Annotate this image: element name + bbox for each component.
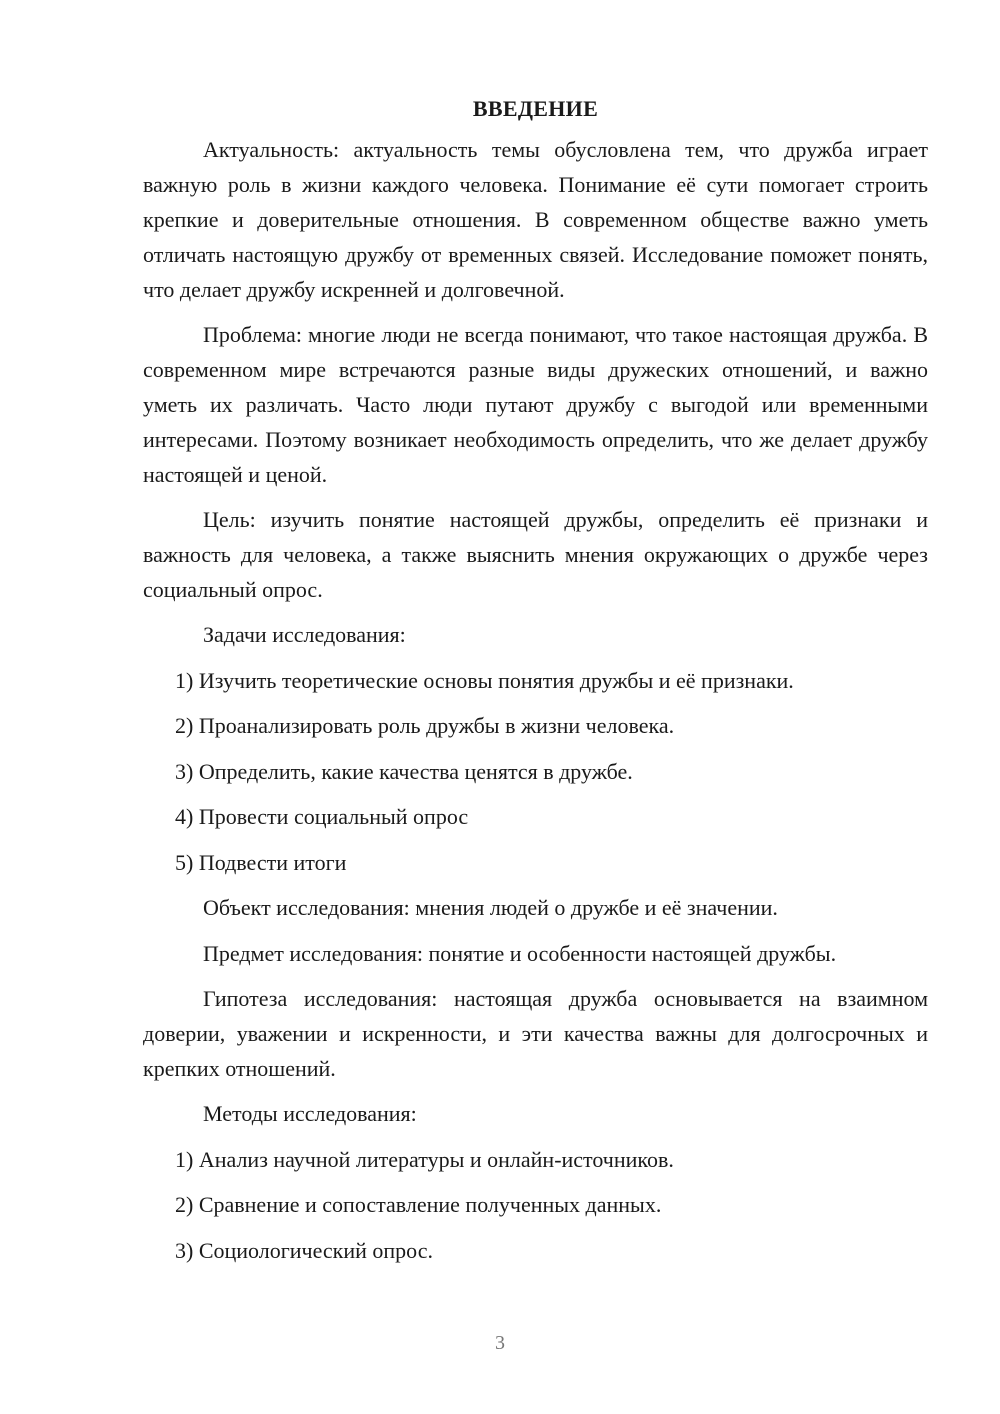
hypothesis-paragraph: Гипотеза исследования: настоящая дружба основывается на взаимном доверии, уважении и искренности, и эти качества важны для долгосрочных и крепких отношений. xyxy=(143,986,928,1081)
goal-paragraph: Цель: изучить понятие настоящей дружбы, определить её признаки и важность для человека, а также выяснить мнения окружающих о дружбе через социальный опрос. xyxy=(143,507,928,602)
method-item-1: 1) Анализ научной литературы и онлайн-источников. xyxy=(175,1146,674,1172)
task-item-2: 2) Проанализировать роль дружбы в жизни человека. xyxy=(175,713,675,738)
relevance-paragraph: Актуальность: актуальность темы обусловлена тем, что дружба играет важную роль в жизни каждого человека. Понимание её сути помогает строить крепкие и доверительные отношения. В современном обществе важно уметь отличать настоящую дружбу от временных связей. Исследование поможет понять, что делает дружбу искренней и долговечной. xyxy=(143,137,928,302)
research-object: Объект исследования: мнения людей о дружбе и её значении. xyxy=(203,895,778,920)
document-page xyxy=(143,92,928,1278)
task-item-4: 4) Провести социальный опрос xyxy=(175,804,469,829)
tasks-heading: Задачи исследования: xyxy=(203,622,406,647)
task-item-5: 5) Подвести итоги xyxy=(175,849,347,875)
task-item-1: 1) Изучить теоретические основы понятия дружбы и её признаки. xyxy=(175,667,794,693)
page-title: ВВЕДЕНИЕ xyxy=(472,96,599,121)
method-item-2: 2) Сравнение и сопоставление полученных данных. xyxy=(175,1192,662,1217)
method-item-3: 3) Социологический опрос. xyxy=(175,1237,433,1263)
task-item-3: 3) Определить, какие качества ценятся в дружбе. xyxy=(175,758,633,784)
methods-heading: Методы исследования: xyxy=(203,1101,417,1126)
page-number: 3 xyxy=(495,1332,505,1354)
research-subject: Предмет исследования: понятие и особенности настоящей дружбы. xyxy=(203,940,837,966)
problem-paragraph: Проблема: многие люди не всегда понимают, что такое настоящая дружба. В современном мире встречаются разные виды дружеских отношений, и важно уметь их различать. Часто люди путают дружбу с выгодой или временными интересами. Поэтому возникает необходимость определить, что же делает дружбу настоящей и ценой. xyxy=(143,322,928,487)
